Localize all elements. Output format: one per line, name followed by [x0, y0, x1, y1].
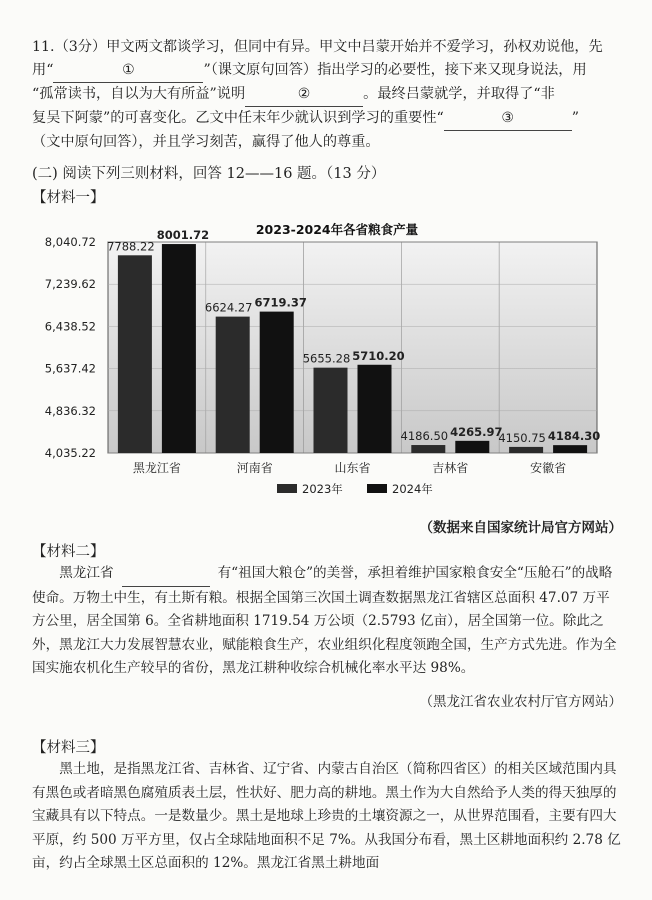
legend-swatch [367, 484, 387, 493]
bar-value-label: 4265.97 [450, 424, 503, 439]
y-tick-label: 4,836.32 [44, 403, 96, 418]
grain-output-bar-chart [32, 216, 624, 506]
q11-text-1: 甲文两文都谈学习，但同中有异。甲文中吕蒙开始并不爱学习，孙权劝说他，先 [106, 39, 603, 55]
bar-2024 [260, 312, 294, 453]
bar-value-label: 4150.75 [498, 430, 546, 445]
material-2-label: 【材料二】 [32, 544, 105, 560]
legend-label: 2024年 [392, 482, 433, 496]
bar-value-label: 7788.22 [107, 239, 155, 254]
material-3-label: 【材料三】 [32, 740, 105, 756]
plot-panel [401, 242, 499, 453]
bar-2024 [455, 441, 489, 453]
bar-value-label: 4184.30 [547, 429, 601, 444]
chart-source: （数据来自国家统计局官方网站） [419, 520, 622, 536]
material-3-paragraph: 黑土地，是指黑龙江省、吉林省、辽宁省、内蒙古自治区（简称四省区）的相关区域范围内具有黑色或者暗黑色腐殖质表土层，性状好、肥力高的耕地。黑土作为大自然给予人类的得天独厚的宝藏具有以下特点。一是数量少。黑土是地球上珍贵的土壤资源之一，从世界范围看，主要有四大平原，约 500 万平方里，仅占全球陆地面积不足 7%。从我国分布看，黑土区耕地面积约 2.78 亿亩，约占全球黑土区总面积的 12%。黑龙江省黑土耕地面 [32, 761, 621, 871]
material-3-text [32, 758, 622, 876]
answer-blank-1[interactable]: ① [53, 59, 203, 83]
legend-label: 2023年 [302, 482, 343, 496]
material-2-text-b: 有“祖国大粮仓”的美誉，承担着维护国家粮食安全“压舱石”的战略使命。万物土中生，有土斯有粮。根据全国第三次国土调查数据黑龙江省辖区总面积 47.07 万平方公里，居全国第 6。全省耕地面积 1719.54 万公顷（2.5793 亿亩），居全国第一位。除此之外，黑龙江大力发展智慧农业，赋能粮食生产，农业组织化程度领跑全国，生产方式先进。作为全国实施农机化生产较早的省份，黑龙江耕种收综合机械化率水平达 98%。 [32, 565, 617, 676]
q11-text-2a: 用“ [32, 62, 54, 78]
y-tick-label: 6,438.52 [44, 319, 96, 334]
answer-blank-3[interactable]: ③ [444, 107, 572, 131]
material-2-source: （黑龙江省农业农村厅官方网站） [419, 694, 622, 710]
q11-line-5: （文中原句回答），并且学习刻苦，赢得了他人的尊重。 [32, 134, 380, 150]
chart-title: 2023-2024年各省粮食产量 [255, 222, 419, 237]
bar-value-label: 4186.50 [400, 429, 449, 444]
x-category-label: 山东省 [334, 461, 371, 475]
bar-2023 [314, 368, 348, 453]
q11-text-4a: 复吴下阿蒙”的可喜变化。乙文中任末年少就认识到学习的重要性“ [32, 110, 444, 126]
q11-line-2 [32, 59, 622, 83]
answer-blank-2[interactable]: ② [245, 83, 363, 107]
q11-text-3a: “孤常读书，自以为大有所益”说明 [32, 86, 246, 102]
bar-2024 [553, 445, 587, 453]
q11-score: （3分） [54, 39, 107, 55]
q11-text-2b: ”（课文原句回答）指出学习的必要性，接下来又现身说法，用 [203, 62, 587, 78]
x-category-label: 吉林省 [432, 461, 469, 475]
material-2-paragraph [32, 562, 622, 681]
question-11 [32, 36, 622, 154]
y-tick-label: 8,040.72 [44, 235, 96, 249]
q11-line-1 [32, 36, 622, 59]
bar-2023 [118, 255, 152, 453]
plot-panel [499, 242, 597, 453]
answer-blank-material-2[interactable] [122, 562, 210, 587]
bar-2023 [509, 447, 543, 453]
q11-text-4b: ” [571, 110, 580, 126]
material-2-text-a: 黑龙江省 [59, 565, 114, 581]
y-tick-label: 5,637.42 [44, 361, 96, 376]
y-tick-label: 7,239.62 [44, 277, 96, 292]
bar-value-label: 5710.20 [352, 348, 405, 363]
bar-value-label: 8001.72 [156, 228, 210, 243]
x-category-label: 黑龙江省 [132, 461, 181, 475]
q11-line-3 [32, 83, 622, 107]
bar-value-label: 6624.27 [204, 300, 253, 315]
section-heading: (二) 阅读下列三则材料，回答 12——16 题。（13 分） [32, 166, 386, 182]
material-2-text [32, 562, 622, 681]
bar-2023 [411, 445, 445, 453]
legend-swatch [277, 484, 297, 493]
y-tick-label: 4,035.22 [44, 446, 96, 460]
x-category-label: 河南省 [236, 461, 273, 475]
x-category-label: 安徽省 [530, 461, 567, 475]
bar-2024 [358, 365, 392, 453]
material-1-label: 【材料一】 [32, 190, 105, 206]
q11-number: 11. [32, 39, 55, 55]
q11-line-4 [32, 107, 622, 131]
bar-2024 [162, 244, 196, 453]
bar-value-label: 6719.37 [254, 295, 307, 310]
bar-value-label: 5655.28 [302, 351, 351, 366]
bar-2023 [216, 317, 250, 453]
q11-text-3b: 。最终吕蒙就学，并取得了“非 [363, 86, 555, 102]
